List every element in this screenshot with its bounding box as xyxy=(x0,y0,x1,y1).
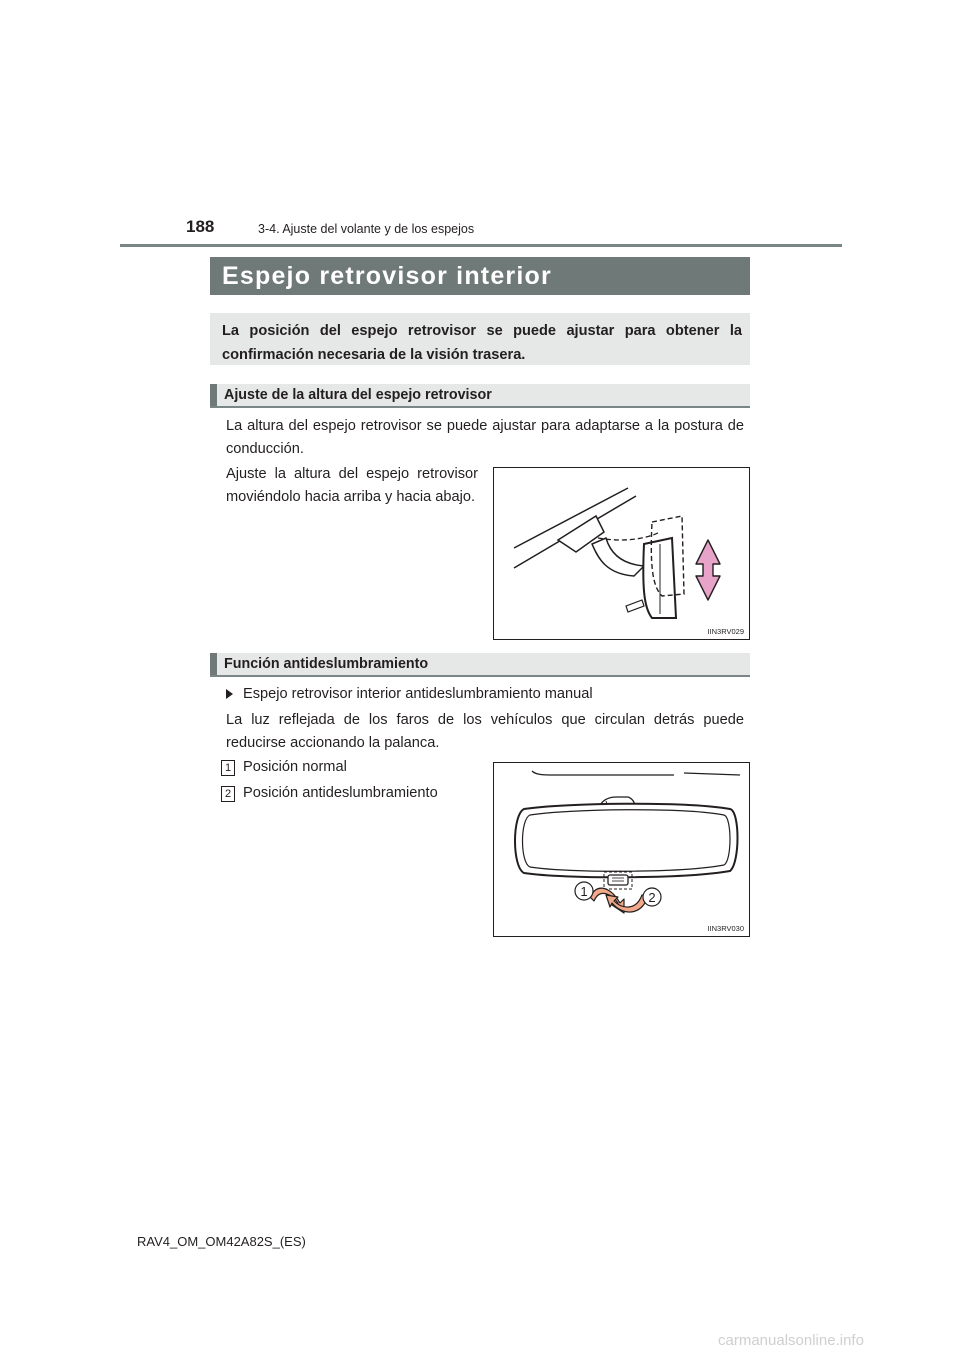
document-code-footer: RAV4_OM_OM42A82S_(ES) xyxy=(137,1234,306,1249)
figure-code: IIN3RV030 xyxy=(707,924,744,933)
intro-text: La posición del espejo retrovisor se puede ajustar para obtener la confirmación necesaria de la visión trasera. xyxy=(222,323,742,363)
figure-label-1: 1 xyxy=(580,884,588,899)
antiglare-bullet-text: Espejo retrovisor interior antideslumbramiento manual xyxy=(243,686,593,702)
mirror-height-figure xyxy=(493,467,750,640)
mirror-antiglare-illustration xyxy=(494,763,750,937)
figure-code: IIN3RV029 xyxy=(707,627,744,636)
bullet-triangle-icon xyxy=(226,689,233,699)
item-label-antiglare: Posición antideslumbramiento xyxy=(243,785,438,801)
item-number-badge: 2 xyxy=(221,786,235,802)
antiglare-paragraph: La luz reflejada de los faros de los vehículos que circulan detrás puede reducirse accionando la palanca. xyxy=(226,712,744,751)
mirror-height-illustration xyxy=(494,468,750,640)
subsection-title: Ajuste de la altura del espejo retrovisor xyxy=(224,387,492,403)
subsection-header-height xyxy=(210,384,750,408)
figure-label-2: 2 xyxy=(648,890,656,905)
watermark: carmanualsonline.info xyxy=(718,1332,864,1349)
height-paragraph: La altura del espejo retrovisor se puede ajustar para adaptarse a la postura de conducción. xyxy=(226,418,744,457)
height-instruction: Ajuste la altura del espejo retrovisor moviéndolo hacia arriba y hacia abajo. xyxy=(226,466,478,505)
subsection-title: Función antideslumbramiento xyxy=(224,656,429,672)
page-number: 188 xyxy=(186,217,215,236)
subsection-accent xyxy=(210,384,217,406)
chapter-section-title: 3-4. Ajuste del volante y de los espejos xyxy=(258,222,475,236)
subsection-accent xyxy=(210,653,217,675)
item-number-badge: 1 xyxy=(221,760,235,776)
subsection-header-antiglare xyxy=(210,653,750,677)
item-label-normal: Posición normal xyxy=(243,759,347,775)
header-divider xyxy=(120,244,842,247)
mirror-antiglare-figure xyxy=(493,762,750,937)
page-title: Espejo retrovisor interior xyxy=(222,262,552,290)
